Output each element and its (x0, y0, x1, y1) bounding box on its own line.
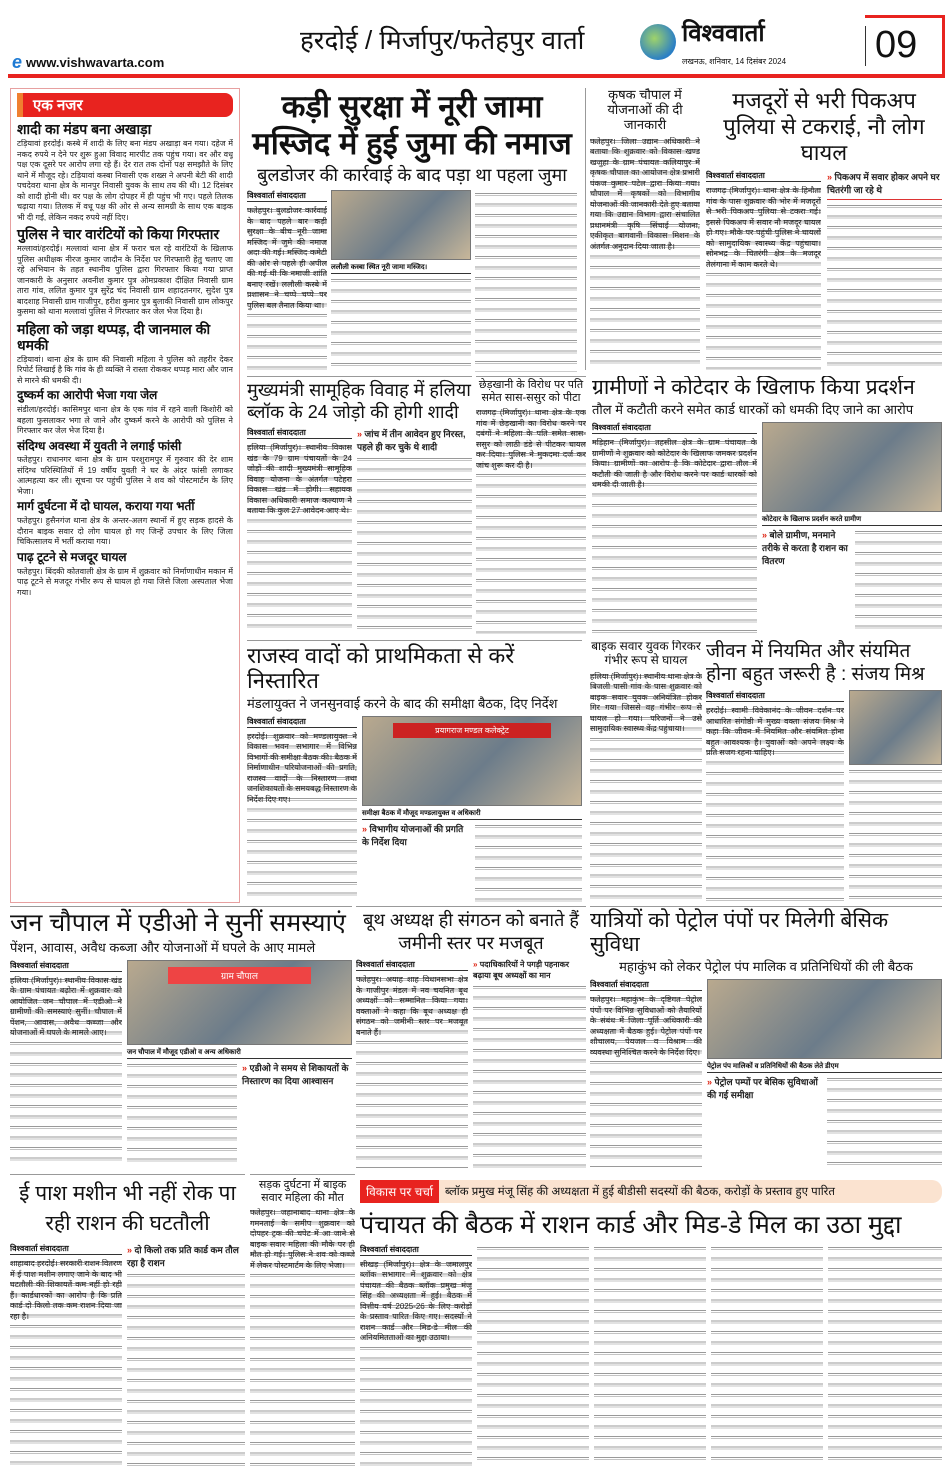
byline: विश्ववार्ता संवाददाता (247, 716, 357, 728)
article-body: राजगढ़ (मिर्जापुर)। थाना क्षेत्र के एक गांव में छेड़खानी का विरोध करने पर दबंगों ने महिला के पति समेत सास-ससुर को लाठी डंडे से पीटकर घायल कर दिया। पुलिस ने मुकदमा दर्ज कर जांच शुरू कर दी है। (476, 408, 586, 634)
chaupal-banner: ग्राम चौपाल (168, 967, 311, 984)
brief-headline: महिला को जड़ा थप्पड़, दी जानमाल की धमकी (17, 320, 211, 353)
jeevan-article (706, 640, 942, 902)
pull-quote: » पेट्रोल पम्पों पर बेसिक सुविधाओं की गई समीक्षा (707, 1077, 818, 1101)
mosque-photo (331, 190, 471, 260)
article-body: हलिया (मिर्जापुर)। स्थानीय विकास खंड के 79 ग्राम पंचायतों के 24 जोड़ों की शादी मुख्यमंत्री सामूहिक विवाह योजना के अंतर्गत पटेहरा विकास खंड में होगी। सहायक विकास अधिकारी समाज कल्याण ने बताया कि कुल 27 आवेदन आए थे। (247, 443, 352, 634)
article-body: हलिया (मिर्जापुर)। स्थानीय विकास खंड के ग्राम पंचायत बढ़ोरा में शुक्रवार को आयोजित जन चौपाल में एडीओ ने ग्रामीणों की समस्याएं सुनीं। चौपाल में पेंशन, आवास, अवैध कब्जा और योजनाओं में घपले के मामले आए। (10, 976, 122, 1168)
kotedar-article (592, 376, 942, 634)
photo-caption: ललौली कस्बा स्थित नूरी जामा मस्जिद। (331, 262, 471, 274)
byline: विश्ववार्ता संवाददाता (592, 422, 757, 434)
brief-body: मल्लावां/हरदोई। मल्लावां थाना क्षेत्र में फरार चल रहे वारंटियों के खिलाफ पुलिस अधीक्षक नीरज कुमार जादौन के निर्देश पर गिरफ्तारी हेतु चलाए जा रहे अभियान के तहत स्थानीय पुलिस द्वारा गिरफ्तार किया गया प्राप्त जानकारी के अनुसार अवनीश कुमार पुत्र ओमप्रकाश दीक्षित निवासी ग्राम तारा गांव, ललित कुमार पुत्र सुरेंद्र चंद निवासी ग्राम शहादतनगर, सुदेश पुत्र बादशाह निवासी ग्राम गाजीपुर, हरीश कुमार पुत्र बुलाकी निवासी ग्राम लोकपुर कुसमा को थाना मल्लावां पुलिस ने गिरफ्तार कर जेल भेज दिया है। (17, 244, 233, 317)
website-link[interactable] (12, 52, 164, 73)
subhead: मंडलायुक्त ने जनसुनवाई करने के बाद की समीक्षा बैठक, दिए निर्देश (247, 695, 558, 711)
brief-headline: पुलिस ने चार वारंटियों को किया गिरफ्तार (17, 226, 220, 243)
article-body: शाहाबाद हरदोई। सरकारी राशन वितरण में ई पाश मशीन लगाए जाने के बाद भी घटतौली की शिकायतें कम नहीं हो रही हैं। कार्डधारकों का आरोप है कि प्रति कार्ड दो किलो तक कम राशन दिया जा रहा है। (10, 1259, 122, 1466)
article-body-cont (475, 822, 583, 902)
pull-quote: » विभागीय योजनाओं की प्रगति के निर्देश दिया (362, 823, 464, 847)
pull-quote-text: एडीओ ने समय से शिकायतों के निस्तारण का दिया आश्वासन (242, 1062, 349, 1086)
brief-headline: संदिग्ध अवस्था में युवती ने लगाई फांसी (17, 438, 182, 453)
masthead (0, 0, 945, 82)
brief-body: फतेहपुर। हुसैनगंज थाना क्षेत्र के अन्तर-अलग स्थानों में हुए सड़क हादसे के दौरान बाइक सवार दो लोग घायल हो गए जिन्हें उपचार के लिए जिला चिकित्सालय में भर्ती कराया गया। (17, 516, 233, 547)
article-body: फतेहपुर। अयाह शाह विधानसभा क्षेत्र के गाजीपुर मंडल में नव चयनित बूथ अध्यक्षों को सम्मानित किया गया। वक्ताओं ने कहा कि बूथ अध्यक्ष ही संगठन को जमीनी स्तर पर मजबूत बनाते हैं। (356, 975, 468, 1168)
photo-caption: कोटेदार के खिलाफ प्रदर्शन करते ग्रामीण (762, 514, 942, 526)
brief-body: टड़ियावां हरदोई। कस्बे में शादी के लिए बना मंडप अखाड़ा बन गया। दहेज में नकद रुपये न देने पर शुरू हुआ विवाद मारपीट तक पहुंच गया। वर और वधू पक्ष एक दूसरे पर आरोप लगा रहे हैं। देर रात तक दोनों पक्ष समझौते के लिए थाने में मौजूद रहे। टड़ियावां कस्बा निवासी एक शख्स ने अपनी बेटी की शादी पचदेवरा थाना क्षेत्र के मानपुर निवासी युवक के साथ तय की थी। 12 दिसंबर को शादी होनी थी। वर पक्ष के लोग दोपहर में ही पहुंच भी गए। पहले तिलक चढ़ाया गया। तिलक में वधू पक्ष की ओर से अन्य सामग्री के साथ एक बाइक भी दी गई, लेकिन नकद रुपये नहीं दिए। (17, 139, 233, 222)
byline: विश्ववार्ता संवाददाता (706, 690, 844, 702)
article-body: फतेहपुर। जिला उद्यान अधिकारी ने बताया कि शुक्रवार को विकास खण्ड खजुहा के ग्राम पंचायत कलियापुर में कृषक चौपाल का आयोजन क्षेत्र प्रभारी पंकज कुमार पटेल द्वारा किया गया। चौपाल में कृषकों को विभागीय योजनाओं की जानकारी देते हुए बताया गया कि उद्यान विभाग द्वारा संचालित प्रधानमंत्री कृषि सिंचाई योजना, एकीकृत बागवानी विकास मिशन के अंतर्गत अनुदान दिया जाता है। (590, 137, 700, 370)
vikas-article (360, 1180, 942, 1466)
petrol-article (590, 906, 942, 1168)
pull-quote: » जांच में तीन आवेदन हुए निरस्त, पहले ही कर चुके थे शादी (357, 429, 466, 452)
subhead: पेंशन, आवास, अवैध कब्जा और योजनाओं में घपले के आए मामले (10, 939, 316, 955)
article-body-cont (827, 202, 942, 370)
epos-article (10, 1174, 245, 1466)
lead-article (247, 88, 577, 372)
article-body: सीखड़ (मिर्जापुर)। क्षेत्र के जमालपुर ब्लॉक सभागार में शुक्रवार को क्षेत्र पंचायत की बैठक ब्लॉक प्रमुख मंजू सिंह की अध्यक्षता में हुई। बैठक में वित्तीय वर्ष 2025-26 के लिए करोड़ों के प्रस्ताव पारित किए गए। सदस्यों ने राशन कार्ड और मिड-डे मील की अनियमितताओं का मुद्दा उठाया। (360, 1260, 472, 1466)
article-body-cont (594, 1244, 706, 1466)
pull-quote: » एडीओ ने समय से शिकायतों के निस्तारण का दिया आश्वासन (242, 1062, 349, 1086)
subhead: महाकुंभ को लेकर पेट्रोल पंप मालिक व प्रतिनिधियों की ली बैठक (619, 959, 913, 975)
article-body-cont (127, 1271, 245, 1466)
article-body-cont (827, 1075, 942, 1168)
page-number-box (865, 15, 945, 75)
header-rule (8, 74, 945, 78)
browser-e-icon: e (12, 52, 23, 72)
article-body: हरदोई। शुक्रवार को मण्डलायुक्त ने विकास भवन सभागार में विभिन्न विभागों की समीक्षा बैठक की। बैठक में निर्माणाधीन परियोजनाओं की प्रगति, राजस्व वादों के निस्तारण तथा जनशिकायतों के समयबद्ध निस्तारण के निर्देश दिए गए। (247, 732, 357, 902)
byline: विश्ववार्ता संवाददाता (247, 427, 352, 439)
logo-name: विश्ववार्ता (682, 20, 765, 47)
pickup-article (706, 88, 942, 370)
booth-article (356, 906, 586, 1168)
krishak-article (585, 88, 700, 370)
article-body: फतेहपुर। जहानाबाद थाना क्षेत्र के गमनताई के समीप शुक्रवार को दोपहर ट्रक की चपेट में आ जाने से बाइक सवार महिला की मौके पर ही मौत हो गई। पुलिस ने शव को कब्जे में लेकर पोस्टमार्टम के लिए भेजा। (250, 1208, 355, 1466)
photo-caption: समीक्षा बैठक में मौजूद मण्डलायुक्त व अधिकारी (362, 808, 582, 820)
article-body: मड़िहान (मिर्जापुर)। तहसील क्षेत्र के ग्राम पंचायत के ग्रामीणों ने शुक्रवार को कोटेदार के खिलाफ जमकर प्रदर्शन किया। ग्रामीणों का आरोप है कि कोटेदार द्वारा तौल में कटौती की जाती है और विरोध करने पर कार्ड धारकों को धमकी दी जाती है। (592, 438, 757, 634)
brief-body: टड़ियावां। थाना क्षेत्र के ग्राम की निवासी महिला ने पुलिस को तहरीर देकर रिपोर्ट लिखाई है कि गांव के ही व्यक्ति ने रास्ता रोककर थप्पड़ मारा और जान से मारने की धमकी दी। (17, 354, 233, 385)
lead-headline: कड़ी सुरक्षा में नूरी जामा मस्जिद में हुई जुमा की नमाज (252, 89, 572, 161)
headline: बूथ अध्यक्ष ही संगठन को बनाते हैं जमीनी स्तर पर मजबूत (363, 910, 579, 953)
meeting-photo (362, 716, 582, 806)
pull-quote-text: पिकअप में सवार होकर अपने घर चितरंगी जा रहे थे (827, 172, 940, 195)
pull-quote: » दो किलो तक प्रति कार्ड कम तौल रहा है राशन (127, 1245, 239, 1268)
article-body-cont (127, 1061, 237, 1168)
section-tag: विकास पर चर्चा (360, 1180, 439, 1203)
headline: बाइक सवार युवक गिरकर गंभीर रूप से घायल (591, 640, 701, 667)
byline: विश्ववार्ता संवाददाता (360, 1244, 472, 1256)
vivah-article (247, 376, 472, 634)
headline: मजदूरों से भरी पिकअप पुलिया से टकराई, नौ लोग घायल (723, 88, 925, 165)
article-body-cont (855, 528, 943, 634)
byline: विश्ववार्ता संवाददाता (10, 1243, 122, 1255)
pull-quote: » बोले ग्रामीण, मनमाने तरीके से करता है राशन का वितरण (762, 530, 848, 567)
byline: विश्ववार्ता संवाददाता (356, 959, 468, 971)
headline: सड़क दुर्घटना में बाइक सवार महिला की मौत (258, 1179, 347, 1204)
pull-quote-text: विभागीय योजनाओं की प्रगति के निर्देश दिया (362, 823, 464, 847)
website-text: www.vishwavarta.com (26, 55, 165, 70)
lead-subhead: बुलडोजर की कार्रवाई के बाद पड़ा था पहला जुमा (257, 165, 567, 185)
pull-quote-text: पदाधिकारियों ने पगड़ी पहनाकर बढ़ाया बूथ अध्यक्षों का मान (473, 960, 570, 980)
article-body: हलिया (मिर्जापुर)। स्थानीय थाना क्षेत्र के बिजली पासी गांव के पास शुक्रवार को बाइक सवार युवक अनियंत्रित होकर गिर गया जिससे वह गंभीर रूप से घायल हो गया। परिजनों ने उसे सामुदायिक स्वास्थ्य केंद्र पहुंचाया। (590, 672, 702, 902)
article-body-cont (331, 276, 471, 372)
chaupal-article (10, 906, 352, 1168)
chaupal-photo (127, 960, 352, 1045)
petrol-meeting-photo (707, 979, 942, 1059)
pull-quote-text: जांच में तीन आवेदन हुए निरस्त, पहले ही कर चुके थे शादी (357, 429, 466, 452)
ek-nazar-column (10, 88, 240, 903)
pull-quote-text: पेट्रोल पम्पों पर बेसिक सुविधाओं की गई समीक्षा (707, 1077, 818, 1101)
photo-caption: जन चौपाल में मौजूद एडीओ व अन्य अधिकारी (127, 1047, 352, 1059)
chhedkhani-article (476, 376, 586, 634)
brief-headline: शादी का मंडप बना अखाड़ा (17, 121, 152, 137)
headline: ई पाश मशीन भी नहीं रोक पा रही राशन की घटतौली (19, 1182, 236, 1235)
article-body-cont (473, 983, 586, 1168)
meeting-banner: प्रयागराज मण्डल कलेक्ट्रेट (393, 723, 551, 738)
article-body-cont (475, 190, 577, 372)
pull-quote: » पिकअप में सवार होकर अपने घर चितरंगी जा रहे थे (827, 170, 942, 200)
headline: पंचायत की बैठक में राशन कार्ड और मिड-डे मिल का उठा मुद्दा (360, 1211, 902, 1239)
byline: विश्ववार्ता संवाददाता (247, 190, 327, 202)
headline: मुख्यमंत्री सामूहिक विवाह में हलिया ब्लॉक के 24 जोड़ो की होगी शादी (247, 380, 471, 422)
byline: विश्ववार्ता संवाददाता (10, 960, 122, 972)
article-body-cont (828, 1244, 942, 1466)
headline: जीवन में नियमित और संयमित होना बहुत जरूरी है : संजय मिश्र (706, 641, 925, 685)
protest-photo (762, 422, 942, 512)
article-body: फतेहपुर। महाकुंभ के दृष्टिगत पेट्रोल पंपों पर विभिन्न सुविधाओं को तैयारियों के संबंध में जिला पूर्ति अधिकारी की अध्यक्षता में बैठक हुई। पेट्रोल पंपों पर शौचालय, पेयजल व विश्राम की व्यवस्था सुनिश्चित करने के निर्देश दिए। (590, 995, 702, 1168)
headline: ग्रामीणों ने कोटेदार के खिलाफ किया प्रदर्शन (592, 376, 915, 399)
article-body: राजगढ़ (मिर्जापुर)। थाना क्षेत्र के हिनौता गांव के पास शुक्रवार की भोर में मजदूरों से भरी पिकअप पुलिया से टकरा गई। इससे पिकअप में सवार नौ मजदूर घायल हो गए। मौके पर पहुंची पुलिस ने घायलों को सामुदायिक स्वास्थ्य केंद्र पहुंचाया। सोनभद्र के चितरंगी क्षेत्र के मजदूर तेलंगाना में काम करते थे। (706, 186, 821, 370)
strap-bar (360, 1180, 942, 1203)
brief-list (17, 121, 233, 598)
brief-headline: पाढ़ टूटने से मजदूर घायल (17, 549, 127, 564)
brief-body: फतेहपुर। राधानगर थाना क्षेत्र के ग्राम परशुरामपुर में गुरुवार की देर शाम संदिग्ध परिस्थितियों में 19 वर्षीय युवती ने घर के अंदर फांसी लगाकर आत्महत्या कर ली। सूचना पर पहुंची पुलिस ने शव को पोस्टमार्टम के लिए भेजा। (17, 455, 233, 496)
headline: जन चौपाल में एडीओ ने सुनीं समस्याएं (10, 909, 346, 937)
byline: विश्ववार्ता संवाददाता (590, 979, 702, 991)
section-title: हरदोई / मिर्जापुर/फतेहपुर वार्ता (300, 25, 585, 55)
article-body-cont (711, 1244, 823, 1466)
page-number: 09 (875, 24, 918, 66)
photo-caption: पेट्रोल पंप मालिकों व प्रतिनिधियों की बैठक लेते डीएम (707, 1061, 942, 1073)
article-body-cont (357, 455, 472, 634)
brief-headline: मार्ग दुर्घटना में दो घायल, कराया गया भर्ती (17, 499, 195, 514)
headline: यात्रियों को पेट्रोल पंपों पर मिलेगी बेसिक सुविधा (590, 909, 889, 957)
logo-globe-icon (640, 24, 676, 60)
article-body-cont (849, 767, 942, 902)
speaker-photo (849, 690, 942, 765)
pull-quote-text: दो किलो तक प्रति कार्ड कम तौल रहा है राशन (127, 1245, 239, 1268)
article-body-cont (477, 1244, 589, 1466)
strap: ब्लॉक प्रमुख मंजू सिंह की अध्यक्षता में हुई बीडीसी सदस्यों की बैठक, करोड़ों के प्रस्ताव हुए पारित (444, 1186, 835, 1198)
dateline: लखनऊ, शनिवार, 14 दिसंबर 2024 (682, 57, 787, 66)
subhead: तौल में कटौती करने समेत कार्ड धारकों को धमकी दिए जाने का आरोप (592, 402, 914, 418)
sadak-article (250, 1174, 355, 1466)
rajasv-article (247, 640, 582, 902)
brief-body: फतेहपुर। बिंदकी कोतवाली क्षेत्र के ग्राम में शुक्रवार को निर्माणाधीन मकान में पाढ़ टूटने से मजदूर गंभीर रूप से घायल हो गया जिसे जिला अस्पताल भेजा गया। (17, 566, 233, 597)
brief-body: संडीला/हरदोई। कासिमपुर थाना क्षेत्र के एक गांव में रहने वाली किशोरी को बहला फुसलाकर भगा ले जाने और दुष्कर्म करने के आरोपी को पुलिस ने गिरफ्तार कर जेल भेज दिया है। (17, 405, 233, 436)
byline: विश्ववार्ता संवाददाता (706, 170, 821, 182)
ek-nazar-label: एक नजर (17, 93, 233, 117)
headline: राजस्व वादों को प्राथमिकता से करें निस्तारित (247, 643, 515, 694)
pull-quote-text: बोले ग्रामीण, मनमाने तरीके से करता है राशन का वितरण (762, 530, 848, 567)
headline: कृषक चौपाल में योजनाओं की दी जानकारी (607, 88, 683, 132)
pull-quote: » पदाधिकारियों ने पगड़ी पहनाकर बढ़ाया बूथ अध्यक्षों का मान (473, 960, 570, 980)
brief-headline: दुष्कर्म का आरोपी भेजा गया जेल (17, 388, 158, 403)
article-body: फतेहपुर। बुलडोजर कार्रवाई के बाद पहले बार कड़ी सुरक्षा के बीच नूरी जामा मस्जिद में जुमे की नमाज अदा की गई। मस्जिद कमेटी की ओर से पहले ही अपील की गई थी कि नमाजी शांति बनाए रखें। ललौली कस्बे में प्रशासन ने चप्पे चप्पे पर पुलिस बल तैनात किया था। (247, 206, 327, 372)
article-body: हरदोई। स्वामी विवेकानंद के जीवन दर्शन पर आधारित संगोष्ठी में मुख्य वक्ता संजय मिश्र ने कहा कि जीवन में नियमित और संयमित होना बहुत आवश्यक है। युवाओं को अपने लक्ष्य के प्रति सजग रहना चाहिए। (706, 706, 844, 902)
baik-article (590, 640, 702, 902)
headline: छेड़खानी के विरोध पर पति समेत सास-ससुर को पीटा (478, 379, 584, 404)
